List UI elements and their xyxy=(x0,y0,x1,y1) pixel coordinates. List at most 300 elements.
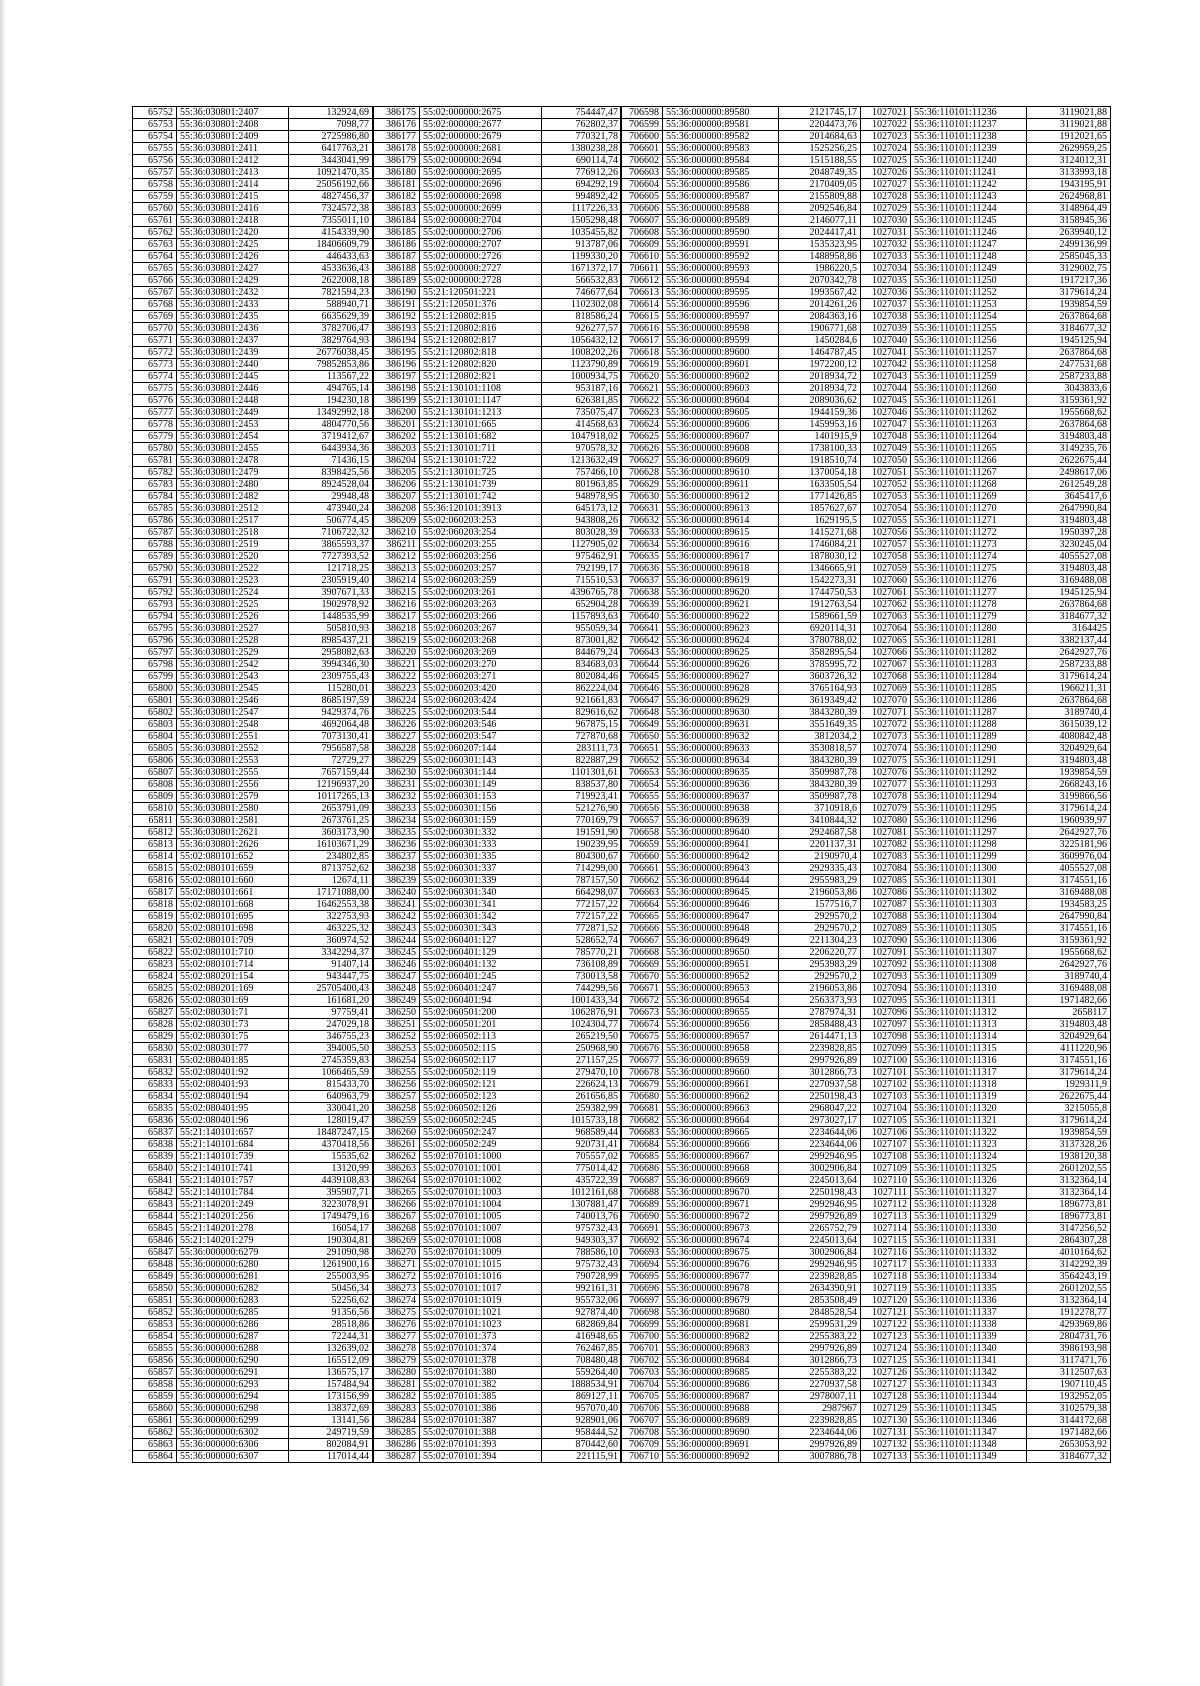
row-number-cell: 65800 xyxy=(133,683,177,695)
cadastral-number-cell: 55:36:110101:11299 xyxy=(911,851,1027,863)
row-number-cell: 65777 xyxy=(133,407,177,419)
row-number-cell: 65768 xyxy=(133,299,177,311)
row-number-cell: 65822 xyxy=(133,947,177,959)
table-row xyxy=(133,1043,373,1055)
value-cell: 91407,14 xyxy=(289,959,373,971)
value-cell: 3184677,32 xyxy=(1027,1451,1111,1463)
value-cell: 2624968,81 xyxy=(1027,191,1111,203)
value-cell: 588940,71 xyxy=(289,299,373,311)
table-row xyxy=(374,611,622,623)
table-row xyxy=(133,1235,373,1247)
table-row xyxy=(374,839,622,851)
cadastral-number-cell: 55:36:110101:11288 xyxy=(911,719,1027,731)
value-cell: 2270937,58 xyxy=(779,1079,861,1091)
cadastral-number-cell: 55:36:110101:11245 xyxy=(911,215,1027,227)
row-number-cell: 65807 xyxy=(133,767,177,779)
value-cell: 2234644,06 xyxy=(779,1427,861,1439)
cadastral-number-cell: 55:36:000000:89685 xyxy=(663,1367,779,1379)
value-cell: 25056192,66 xyxy=(289,179,373,191)
table-row xyxy=(374,215,622,227)
cadastral-number-cell: 55:36:000000:89683 xyxy=(663,1343,779,1355)
table-row xyxy=(374,1319,622,1331)
table-row xyxy=(374,143,622,155)
value-cell: 1944159,36 xyxy=(779,407,861,419)
cadastral-number-cell: 55:02:060203:254 xyxy=(420,527,542,539)
cadastral-number-cell: 55:36:000000:89667 xyxy=(663,1151,779,1163)
value-cell: 1771426,85 xyxy=(779,491,861,503)
row-number-cell: 65765 xyxy=(133,263,177,275)
row-number-cell: 706674 xyxy=(621,1019,663,1031)
value-cell: 3204929,64 xyxy=(1027,743,1111,755)
table-row xyxy=(621,683,861,695)
cadastral-number-cell: 55:36:030801:2517 xyxy=(177,515,289,527)
cadastral-number-cell: 55:36:110101:11241 xyxy=(911,167,1027,179)
cadastral-number-cell: 55:02:080101:695 xyxy=(177,911,289,923)
table-row xyxy=(374,371,622,383)
table-row xyxy=(133,1223,373,1235)
row-number-cell: 386264 xyxy=(374,1175,420,1187)
value-cell: 1896773,81 xyxy=(1027,1211,1111,1223)
table-row xyxy=(374,299,622,311)
cadastral-number-cell: 55:36:110101:11327 xyxy=(911,1187,1027,1199)
table-row xyxy=(861,1115,1111,1127)
row-number-cell: 386270 xyxy=(374,1247,420,1259)
row-number-cell: 65833 xyxy=(133,1079,177,1091)
table-row xyxy=(861,1067,1111,1079)
cadastral-number-cell: 55:02:070101:385 xyxy=(420,1391,542,1403)
row-number-cell: 65771 xyxy=(133,335,177,347)
cadastral-number-cell: 55:36:030801:2523 xyxy=(177,575,289,587)
value-cell: 2146077,11 xyxy=(779,215,861,227)
value-cell: 1950397,28 xyxy=(1027,527,1111,539)
value-cell: 3137328,26 xyxy=(1027,1139,1111,1151)
cadastral-number-cell: 55:02:070101:1007 xyxy=(420,1223,542,1235)
value-cell: 975732,43 xyxy=(542,1223,622,1235)
table-row xyxy=(374,539,622,551)
table-row xyxy=(133,779,373,791)
value-cell: 953187,16 xyxy=(542,383,622,395)
row-number-cell: 386286 xyxy=(374,1439,420,1451)
row-number-cell: 1027092 xyxy=(861,959,911,971)
cadastral-number-cell: 55:02:060301:333 xyxy=(420,839,542,851)
row-number-cell: 386199 xyxy=(374,395,420,407)
table-row xyxy=(861,1427,1111,1439)
cadastral-number-cell: 55:21:120802:821 xyxy=(420,371,542,383)
value-cell: 775014,42 xyxy=(542,1163,622,1175)
table-row xyxy=(374,323,622,335)
row-number-cell: 65860 xyxy=(133,1403,177,1415)
table-row xyxy=(374,911,622,923)
cadastral-number-cell: 55:36:030801:2454 xyxy=(177,431,289,443)
row-number-cell: 386186 xyxy=(374,239,420,251)
table-row xyxy=(374,983,622,995)
cadastral-number-cell: 55:36:110101:11302 xyxy=(911,887,1027,899)
row-number-cell: 706688 xyxy=(621,1187,663,1199)
row-number-cell: 386175 xyxy=(374,107,420,119)
value-cell: 2305919,40 xyxy=(289,575,373,587)
cadastral-number-cell: 55:36:030801:2426 xyxy=(177,251,289,263)
table-row xyxy=(621,911,861,923)
table-row xyxy=(374,1403,622,1415)
cadastral-number-cell: 55:36:000000:89648 xyxy=(663,923,779,935)
cadastral-number-cell: 55:21:130101:1213 xyxy=(420,407,542,419)
row-number-cell: 386218 xyxy=(374,623,420,635)
table-row xyxy=(861,311,1111,323)
row-number-cell: 65757 xyxy=(133,167,177,179)
cadastral-number-cell: 55:36:030801:2526 xyxy=(177,611,289,623)
cadastral-number-cell: 55:02:080101:710 xyxy=(177,947,289,959)
row-number-cell: 706675 xyxy=(621,1031,663,1043)
value-cell: 3102579,38 xyxy=(1027,1403,1111,1415)
row-number-cell: 706654 xyxy=(621,779,663,791)
row-number-cell: 65754 xyxy=(133,131,177,143)
row-number-cell: 386180 xyxy=(374,167,420,179)
cadastral-number-cell: 55:02:070101:1009 xyxy=(420,1247,542,1259)
row-number-cell: 1027069 xyxy=(861,683,911,695)
cadastral-number-cell: 55:36:000000:89689 xyxy=(663,1415,779,1427)
table-row xyxy=(133,983,373,995)
value-cell: 754447,47 xyxy=(542,107,622,119)
table-row xyxy=(861,467,1111,479)
table-row xyxy=(374,707,622,719)
cadastral-number-cell: 55:36:000000:89629 xyxy=(663,695,779,707)
value-cell: 645173,12 xyxy=(542,503,622,515)
value-cell: 473940,24 xyxy=(289,503,373,515)
table-row xyxy=(861,371,1111,383)
table-row xyxy=(133,263,373,275)
row-number-cell: 706620 xyxy=(621,371,663,383)
row-number-cell: 1027026 xyxy=(861,167,911,179)
row-number-cell: 386272 xyxy=(374,1271,420,1283)
value-cell: 1932952,05 xyxy=(1027,1391,1111,1403)
row-number-cell: 65810 xyxy=(133,803,177,815)
row-number-cell: 386232 xyxy=(374,791,420,803)
value-cell: 2622675,44 xyxy=(1027,455,1111,467)
row-number-cell: 65837 xyxy=(133,1127,177,1139)
value-cell: 6443934,36 xyxy=(289,443,373,455)
table-row xyxy=(133,1343,373,1355)
row-number-cell: 386211 xyxy=(374,539,420,551)
table-row xyxy=(861,1451,1111,1463)
row-number-cell: 386192 xyxy=(374,311,420,323)
table-row xyxy=(133,851,373,863)
row-number-cell: 386246 xyxy=(374,959,420,971)
table-row xyxy=(133,347,373,359)
row-number-cell: 706605 xyxy=(621,191,663,203)
table-row xyxy=(374,1139,622,1151)
table-row xyxy=(133,395,373,407)
table-row xyxy=(374,1355,622,1367)
table-row xyxy=(861,767,1111,779)
cadastral-number-cell: 55:36:000000:6299 xyxy=(177,1415,289,1427)
table-row xyxy=(861,479,1111,491)
cadastral-number-cell: 55:21:130101:665 xyxy=(420,419,542,431)
row-number-cell: 386213 xyxy=(374,563,420,575)
cadastral-number-cell: 55:02:080101:659 xyxy=(177,863,289,875)
table-row xyxy=(621,971,861,983)
table-row xyxy=(133,1307,373,1319)
value-cell: 3710918,6 xyxy=(779,803,861,815)
value-cell: 2070342,78 xyxy=(779,275,861,287)
cadastral-number-cell: 55:36:110101:11292 xyxy=(911,767,1027,779)
cadastral-number-cell: 55:02:060502:245 xyxy=(420,1115,542,1127)
value-cell: 3129002,75 xyxy=(1027,263,1111,275)
row-number-cell: 706697 xyxy=(621,1295,663,1307)
table-row xyxy=(621,1271,861,1283)
row-number-cell: 1027093 xyxy=(861,971,911,983)
row-number-cell: 1027083 xyxy=(861,851,911,863)
row-number-cell: 1027072 xyxy=(861,719,911,731)
value-cell: 1577516,7 xyxy=(779,899,861,911)
value-cell: 279470,10 xyxy=(542,1067,622,1079)
value-cell: 2622008,18 xyxy=(289,275,373,287)
cadastral-number-cell: 55:36:000000:89614 xyxy=(663,515,779,527)
cadastral-number-cell: 55:02:000000:2681 xyxy=(420,143,542,155)
value-cell: 2234644,06 xyxy=(779,1139,861,1151)
table-row xyxy=(374,659,622,671)
table-row xyxy=(861,1091,1111,1103)
table-row xyxy=(861,167,1111,179)
value-cell: 2787974,31 xyxy=(779,1007,861,1019)
row-number-cell: 706673 xyxy=(621,1007,663,1019)
table-row xyxy=(133,803,373,815)
value-cell: 1939854,59 xyxy=(1027,767,1111,779)
cadastral-number-cell: 55:36:030801:2433 xyxy=(177,299,289,311)
cadastral-number-cell: 55:36:000000:6306 xyxy=(177,1439,289,1451)
table-row xyxy=(861,539,1111,551)
row-number-cell: 706599 xyxy=(621,119,663,131)
cadastral-number-cell: 55:36:000000:89675 xyxy=(663,1247,779,1259)
cadastral-number-cell: 55:36:030801:2518 xyxy=(177,527,289,539)
value-cell: 1047918,02 xyxy=(542,431,622,443)
table-row xyxy=(861,827,1111,839)
table-row xyxy=(861,695,1111,707)
row-number-cell: 1027055 xyxy=(861,515,911,527)
row-number-cell: 65845 xyxy=(133,1223,177,1235)
table-row xyxy=(374,959,622,971)
cadastral-number-cell: 55:36:110101:11280 xyxy=(911,623,1027,635)
cadastral-number-cell: 55:36:000000:89640 xyxy=(663,827,779,839)
value-cell: 3780788,02 xyxy=(779,635,861,647)
value-cell: 3551649,35 xyxy=(779,719,861,731)
table-row xyxy=(621,335,861,347)
value-cell: 3002906,84 xyxy=(779,1247,861,1259)
cadastral-number-cell: 55:36:110101:11321 xyxy=(911,1115,1027,1127)
cadastral-number-cell: 55:36:000000:89606 xyxy=(663,419,779,431)
table-row xyxy=(861,1079,1111,1091)
row-number-cell: 65783 xyxy=(133,479,177,491)
cadastral-number-cell: 55:02:080101:661 xyxy=(177,887,289,899)
table-row xyxy=(374,731,622,743)
table-row xyxy=(133,1079,373,1091)
cadastral-number-cell: 55:02:080101:714 xyxy=(177,959,289,971)
row-number-cell: 706678 xyxy=(621,1067,663,1079)
row-number-cell: 386255 xyxy=(374,1067,420,1079)
row-number-cell: 65851 xyxy=(133,1295,177,1307)
table-row xyxy=(374,1235,622,1247)
cadastral-number-cell: 55:36:030801:2413 xyxy=(177,167,289,179)
value-cell: 2858488,43 xyxy=(779,1019,861,1031)
value-cell: 414568,63 xyxy=(542,419,622,431)
value-cell: 190304,81 xyxy=(289,1235,373,1247)
cadastral-number-cell: 55:02:060301:332 xyxy=(420,827,542,839)
value-cell: 3179614,24 xyxy=(1027,1067,1111,1079)
row-number-cell: 1027068 xyxy=(861,671,911,683)
cadastral-number-cell: 55:36:110101:11252 xyxy=(911,287,1027,299)
value-cell: 920731,41 xyxy=(542,1139,622,1151)
table-row xyxy=(133,191,373,203)
table-row xyxy=(621,731,861,743)
row-number-cell: 65826 xyxy=(133,995,177,1007)
value-cell: 3443041,99 xyxy=(289,155,373,167)
row-number-cell: 65815 xyxy=(133,863,177,875)
cadastral-number-cell: 55:02:060502:247 xyxy=(420,1127,542,1139)
cadastral-number-cell: 55:36:000000:89688 xyxy=(663,1403,779,1415)
value-cell: 1633505,54 xyxy=(779,479,861,491)
row-number-cell: 386247 xyxy=(374,971,420,983)
cadastral-number-cell: 55:36:110101:11268 xyxy=(911,479,1027,491)
row-number-cell: 1027121 xyxy=(861,1307,911,1319)
row-number-cell: 65764 xyxy=(133,251,177,263)
cadastral-number-cell: 55:36:000000:89580 xyxy=(663,107,779,119)
cadastral-number-cell: 55:36:000000:6279 xyxy=(177,1247,289,1259)
row-number-cell: 1027052 xyxy=(861,479,911,491)
row-number-cell: 706634 xyxy=(621,539,663,551)
cadastral-number-cell: 55:36:120101:3913 xyxy=(420,503,542,515)
cadastral-number-cell: 55:36:110101:11290 xyxy=(911,743,1027,755)
value-cell: 3223078,91 xyxy=(289,1199,373,1211)
cadastral-number-cell: 55:36:000000:89638 xyxy=(663,803,779,815)
row-number-cell: 1027123 xyxy=(861,1331,911,1343)
cadastral-number-cell: 55:36:000000:89594 xyxy=(663,275,779,287)
row-number-cell: 65756 xyxy=(133,155,177,167)
row-number-cell: 386216 xyxy=(374,599,420,611)
cadastral-number-cell: 55:36:030801:2414 xyxy=(177,179,289,191)
value-cell: 2018934,72 xyxy=(779,371,861,383)
row-number-cell: 1027042 xyxy=(861,359,911,371)
value-cell: 97759,41 xyxy=(289,1007,373,1019)
row-number-cell: 386273 xyxy=(374,1283,420,1295)
cadastral-number-cell: 55:36:030801:2527 xyxy=(177,623,289,635)
cadastral-number-cell: 55:36:000000:89658 xyxy=(663,1043,779,1055)
table-row xyxy=(861,1271,1111,1283)
cadastral-number-cell: 55:02:080101:698 xyxy=(177,923,289,935)
value-cell: 2499136,99 xyxy=(1027,239,1111,251)
table-row xyxy=(374,107,622,119)
cadastral-number-cell: 55:36:110101:11311 xyxy=(911,995,1027,1007)
value-cell: 1505298,48 xyxy=(542,215,622,227)
table-row xyxy=(621,107,861,119)
row-number-cell: 706698 xyxy=(621,1307,663,1319)
value-cell: 2668243,16 xyxy=(1027,779,1111,791)
table-row xyxy=(621,671,861,683)
cadastral-number-cell: 55:21:130101:1147 xyxy=(420,395,542,407)
value-cell: 1939854,59 xyxy=(1027,1127,1111,1139)
cadastral-number-cell: 55:36:110101:11324 xyxy=(911,1151,1027,1163)
value-cell: 927874,40 xyxy=(542,1307,622,1319)
cadastral-number-cell: 55:36:000000:6281 xyxy=(177,1271,289,1283)
table-row xyxy=(133,551,373,563)
table-row xyxy=(621,827,861,839)
value-cell: 259382,99 xyxy=(542,1103,622,1115)
table-row xyxy=(133,503,373,515)
row-number-cell: 1027100 xyxy=(861,1055,911,1067)
table-row xyxy=(861,947,1111,959)
table-row xyxy=(374,575,622,587)
row-number-cell: 706652 xyxy=(621,755,663,767)
value-cell: 4010164,62 xyxy=(1027,1247,1111,1259)
row-number-cell: 386243 xyxy=(374,923,420,935)
row-number-cell: 386190 xyxy=(374,287,420,299)
table-row xyxy=(374,743,622,755)
table-row xyxy=(133,1019,373,1031)
row-number-cell: 65794 xyxy=(133,611,177,623)
cadastral-number-cell: 55:02:060301:341 xyxy=(420,899,542,911)
table-row xyxy=(621,1259,861,1271)
row-number-cell: 1027074 xyxy=(861,743,911,755)
cadastral-number-cell: 55:36:000000:89644 xyxy=(663,875,779,887)
value-cell: 1918510,74 xyxy=(779,455,861,467)
table-row xyxy=(133,143,373,155)
cadastral-number-cell: 55:36:000000:89627 xyxy=(663,671,779,683)
row-number-cell: 386279 xyxy=(374,1355,420,1367)
row-number-cell: 386248 xyxy=(374,983,420,995)
value-cell: 1015733,18 xyxy=(542,1115,622,1127)
cadastral-number-cell: 55:02:060301:337 xyxy=(420,863,542,875)
row-number-cell: 706707 xyxy=(621,1415,663,1427)
cadastral-number-cell: 55:36:030801:2480 xyxy=(177,479,289,491)
cadastral-number-cell: 55:02:060502:117 xyxy=(420,1055,542,1067)
cadastral-number-cell: 55:21:140201:249 xyxy=(177,1199,289,1211)
row-number-cell: 1027081 xyxy=(861,827,911,839)
cadastral-number-cell: 55:36:000000:6294 xyxy=(177,1391,289,1403)
value-cell: 463225,32 xyxy=(289,923,373,935)
cadastral-number-cell: 55:21:130101:725 xyxy=(420,467,542,479)
cadastral-number-cell: 55:36:000000:6288 xyxy=(177,1343,289,1355)
table-row xyxy=(374,1151,622,1163)
table-row xyxy=(133,875,373,887)
cadastral-number-cell: 55:36:110101:11243 xyxy=(911,191,1027,203)
table-row xyxy=(133,1091,373,1103)
value-cell: 1972200,12 xyxy=(779,359,861,371)
value-cell: 2997926,89 xyxy=(779,1055,861,1067)
cadastral-number-cell: 55:02:060401:127 xyxy=(420,935,542,947)
row-number-cell: 706695 xyxy=(621,1271,663,1283)
cadastral-number-cell: 55:36:000000:89585 xyxy=(663,167,779,179)
cadastral-number-cell: 55:36:110101:11267 xyxy=(911,467,1027,479)
cadastral-number-cell: 55:36:030801:2436 xyxy=(177,323,289,335)
value-cell: 1671372,17 xyxy=(542,263,622,275)
value-cell: 1857627,67 xyxy=(779,503,861,515)
value-cell: 3509987,78 xyxy=(779,791,861,803)
table-row xyxy=(861,191,1111,203)
cadastral-number-cell: 55:36:110101:11281 xyxy=(911,635,1027,647)
row-number-cell: 65852 xyxy=(133,1307,177,1319)
cadastral-number-cell: 55:36:110101:11320 xyxy=(911,1103,1027,1115)
value-cell: 528652,74 xyxy=(542,935,622,947)
row-number-cell: 386210 xyxy=(374,527,420,539)
cadastral-number-cell: 55:36:030801:2542 xyxy=(177,659,289,671)
row-number-cell: 1027089 xyxy=(861,923,911,935)
cadastral-number-cell: 55:02:060301:159 xyxy=(420,815,542,827)
value-cell: 4692064,48 xyxy=(289,719,373,731)
cadastral-number-cell: 55:36:110101:11271 xyxy=(911,515,1027,527)
row-number-cell: 65841 xyxy=(133,1175,177,1187)
row-number-cell: 386242 xyxy=(374,911,420,923)
table-row xyxy=(133,155,373,167)
value-cell: 1938120,38 xyxy=(1027,1151,1111,1163)
cadastral-number-cell: 55:36:000000:89676 xyxy=(663,1259,779,1271)
